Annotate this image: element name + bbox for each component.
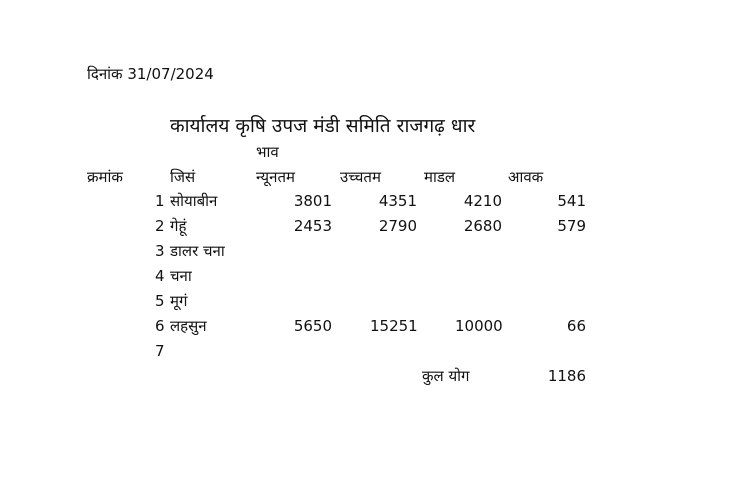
- model-price: 2680: [463, 217, 502, 235]
- document-title: कार्यालय कृषि उपज मंडी समिति राजगढ़ धार: [170, 115, 476, 137]
- crop-name: डालर चना: [170, 242, 225, 260]
- arrival-qty: 66: [566, 317, 586, 335]
- table-row: [0, 344, 756, 366]
- crop-name: मूगं: [170, 292, 188, 310]
- table-row: [0, 294, 756, 316]
- table-row: [0, 319, 756, 341]
- arrival-qty: 541: [557, 192, 586, 210]
- column-header-model: माडल: [424, 168, 456, 186]
- row-number: 5: [155, 292, 165, 310]
- row-number: 6: [155, 317, 165, 335]
- max-price: 4351: [378, 192, 417, 210]
- column-header-arrival: आवक: [508, 168, 544, 186]
- total-label: कुल योग: [422, 367, 470, 385]
- row-number: 2: [155, 217, 165, 235]
- model-price: 4210: [463, 192, 502, 210]
- table-row: [0, 219, 756, 241]
- row-number: 3: [155, 242, 165, 260]
- max-price: 15251: [370, 317, 418, 335]
- table-row: [0, 244, 756, 266]
- column-header-serial: क्रमांक: [87, 168, 123, 186]
- table-row: [0, 194, 756, 216]
- crop-name: सोयाबीन: [170, 192, 218, 210]
- row-number: 1: [155, 192, 165, 210]
- crop-name: लहसुन: [170, 317, 207, 335]
- min-price: 2453: [293, 217, 332, 235]
- column-header-min: न्यूनतम: [256, 168, 295, 186]
- arrival-qty: 579: [557, 217, 586, 235]
- model-price: 10000: [455, 317, 503, 335]
- column-header-max: उच्चतम: [340, 168, 381, 186]
- date-text: दिनांक 31/07/2024: [87, 65, 214, 83]
- max-price: 2790: [378, 217, 417, 235]
- table-row: [0, 269, 756, 291]
- price-group-label: भाव: [256, 143, 279, 161]
- min-price: 3801: [293, 192, 332, 210]
- row-number: 7: [155, 342, 165, 360]
- row-number: 4: [155, 267, 165, 285]
- total-value: 1186: [547, 367, 586, 385]
- min-price: 5650: [293, 317, 332, 335]
- crop-name: चना: [170, 267, 192, 285]
- crop-name: गेहूं: [170, 217, 187, 235]
- column-header-crop: जिसं: [170, 168, 196, 186]
